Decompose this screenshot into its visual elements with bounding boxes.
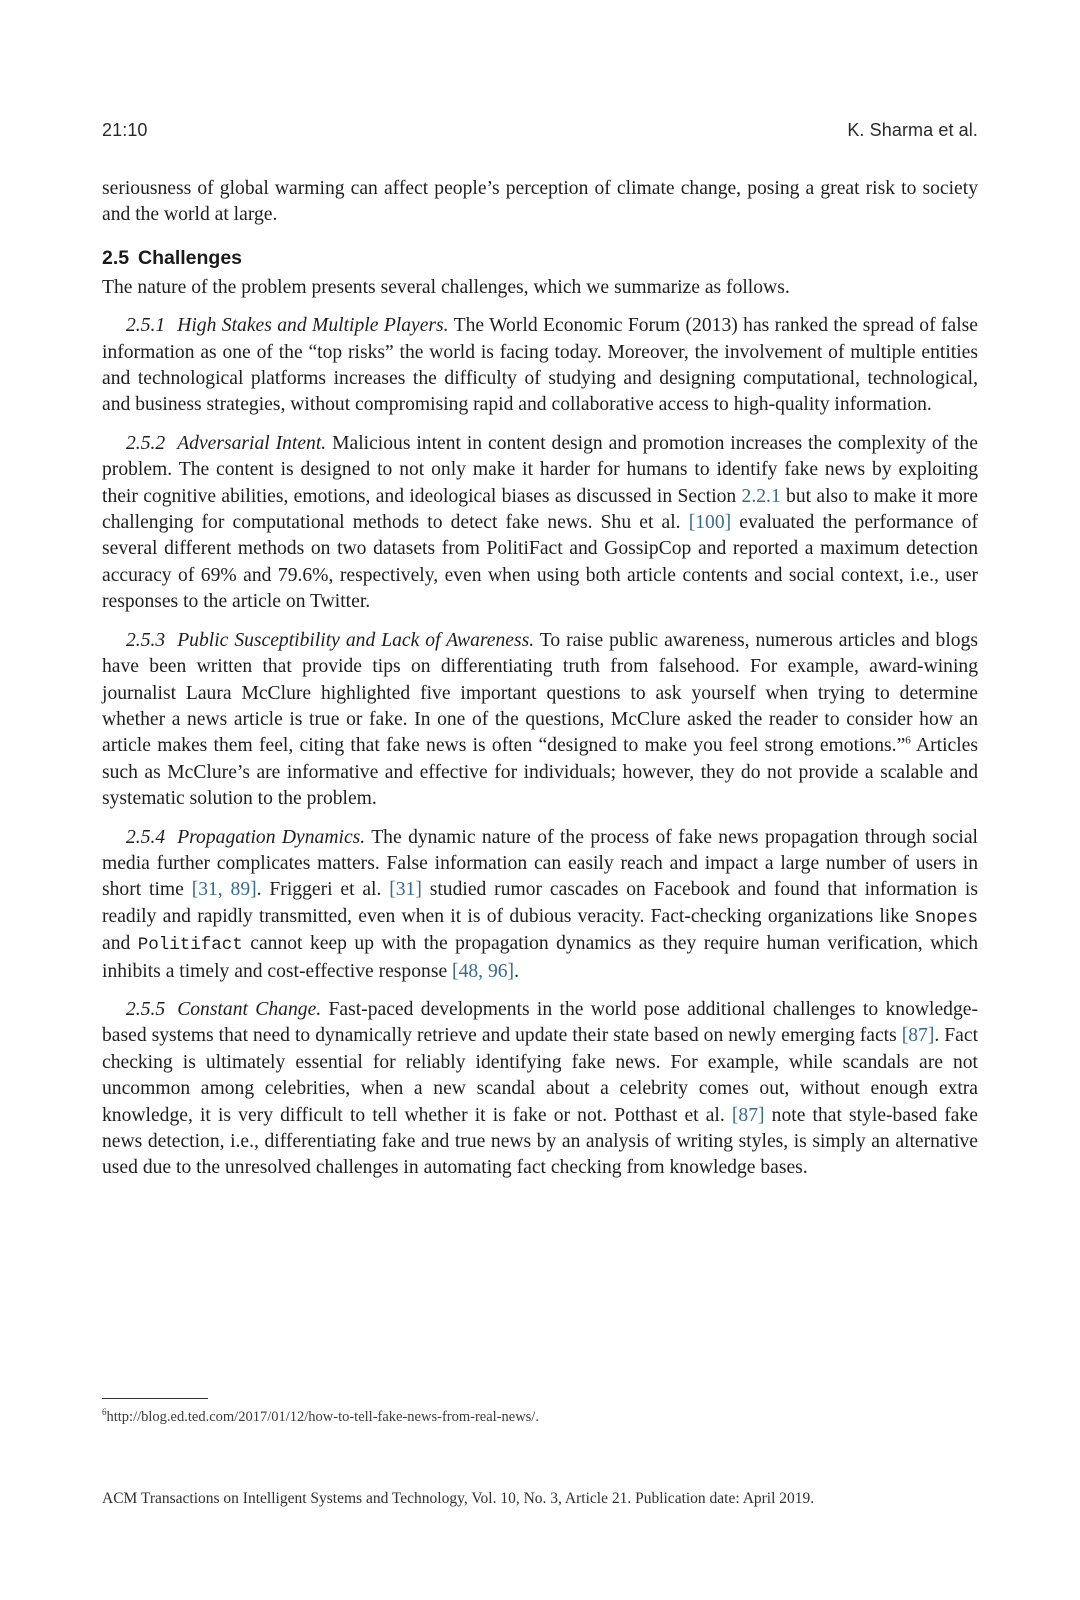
subsection-number: 2.5.5	[126, 998, 166, 1020]
subsection-text: and	[102, 933, 138, 955]
subsection-title: Propagation Dynamics.	[177, 826, 366, 848]
subsection-text: cannot keep up with the propagation dynamics as they require human verification, which inhibits a timely and cost-effective response	[102, 933, 978, 982]
subsection-text: evaluated the performance of several different methods on two datasets from PolitiFact and GossipCop and reported a maximum detection accuracy of 69% and 79.6%, respectively, even when using both article contents and social context, i.e., user responses to the article on Twitter.	[102, 512, 978, 613]
running-head	[102, 120, 978, 141]
subsection-2-5-1	[102, 313, 978, 419]
continuation-paragraph: seriousness of global warming can affect people’s perception of climate change, posing a great risk to society and the world at large.	[102, 178, 978, 226]
citation-link[interactable]: [87]	[901, 1025, 935, 1047]
section-title: Challenges	[138, 246, 243, 269]
footnote-url-link[interactable]: http://blog.ed.ted.com/2017/01/12/how-to-tell-fake-news-from-real-news/.	[106, 1409, 539, 1425]
subsection-number: 2.5.1	[126, 315, 166, 337]
subsection-2-5-3	[102, 628, 978, 813]
subsection-text: Malicious intent in content design and promotion increases the complexity of the problem. The content is designed to not only make it harder for humans to identify fake news by exploiting their cognitive abilities, emotions, and ideological biases as discussed in Section	[102, 432, 979, 507]
running-authors: K. Sharma et al.	[847, 120, 978, 140]
subsection-text: Fast-paced developments in the world pose additional challenges to knowledge-based systems that need to dynamically retrieve and update their state based on newly emerging facts	[102, 998, 978, 1047]
subsection-number: 2.5.3	[126, 629, 166, 651]
section-number: 2.5	[102, 246, 130, 269]
subsection-number: 2.5.4	[126, 826, 166, 848]
citation-link[interactable]: [48, 96]	[452, 960, 515, 982]
footnote-marker-link[interactable]: 6	[905, 734, 911, 747]
section-heading	[102, 245, 978, 271]
footnote-divider	[102, 1398, 208, 1399]
subsection-text: but also to make it more challenging for computational methods to detect fake news. Shu et al.	[102, 485, 978, 534]
subsection-title: Public Susceptibility and Lack of Awareness.	[177, 629, 535, 651]
citation-link[interactable]: [31, 89]	[191, 879, 257, 901]
subsection-text: Articles such as McClure’s are informative and effective for individuals; however, they do not provide a scalable and systematic solution to the problem.	[102, 735, 978, 810]
body-text	[102, 176, 978, 1182]
subsection-title: Constant Change.	[177, 998, 322, 1020]
section-intro: The nature of the problem presents several challenges, which we summarize as follows.	[102, 276, 790, 298]
subsection-text: note that style-based fake news detection, i.e., differentiating fake and true news by an analysis of writing styles, is simply an alternative used due to the unresolved challenges in automating fact checking from knowledge bases.	[102, 1104, 979, 1179]
org-name-snopes: Snopes	[914, 907, 978, 928]
subsection-2-5-2	[102, 431, 978, 616]
journal-footer: ACM Transactions on Intelligent Systems and Technology, Vol. 10, No. 3, Article 21. Publication date: April 2019.	[102, 1490, 815, 1507]
subsection-2-5-4	[102, 825, 978, 985]
subsection-title: High Stakes and Multiple Players.	[177, 315, 449, 337]
subsection-text: . Fact checking is ultimately essential for reliably identifying fake news. For example, while scandals are not uncommon among celebrities, when a new scandal about a celebrity comes out, without enough extra knowledge, it is very difficult to tell whether it is fake or not. Potthast et al.	[102, 1025, 979, 1126]
citation-link[interactable]: [100]	[688, 512, 732, 534]
subsection-title: Adversarial Intent.	[177, 432, 327, 454]
subsection-text: studied rumor cascades on Facebook and found that information is readily and rapidly transmitted, even when it is of dubious veracity. Fact-checking organizations like	[102, 879, 979, 927]
subsection-2-5-5	[102, 997, 978, 1182]
subsection-text: To raise public awareness, numerous articles and blogs have been written that provide tips on differentiating truth from falsehood. For example, award-wining journalist Laura McClure highlighted five important questions to ask yourself when trying to determine whether a news article is true or fake. In one of the questions, McClure asked the reader to consider how an article makes them feel, citing that fake news is often “designed to make you feel strong emotions.”	[102, 629, 978, 757]
subsection-number: 2.5.2	[126, 432, 166, 454]
footnote-number: 6	[102, 1407, 107, 1418]
subsection-text: .	[514, 960, 519, 982]
citation-link[interactable]: [87]	[731, 1104, 765, 1126]
subsection-text: The dynamic nature of the process of fake news propagation through social media further complicates matters. False information can easily reach and impact a large number of users in short time	[102, 826, 978, 901]
footnote	[102, 1408, 978, 1426]
section-crossref-link[interactable]: 2.2.1	[741, 485, 781, 507]
citation-link[interactable]: [31]	[389, 879, 422, 901]
org-name-politifact: Politifact	[137, 935, 243, 956]
page-number: 21:10	[102, 120, 148, 140]
subsection-text: . Friggeri et al.	[256, 879, 390, 901]
subsection-text: The World Economic Forum (2013) has ranked the spread of false information as one of the “top risks” the world is facing today. Moreover, the involvement of multiple entities and technological platforms increases the difficulty of studying and designing computational, technological, and business strategies, without compromising rapid and collaborative access to high-quality information.	[102, 315, 978, 416]
